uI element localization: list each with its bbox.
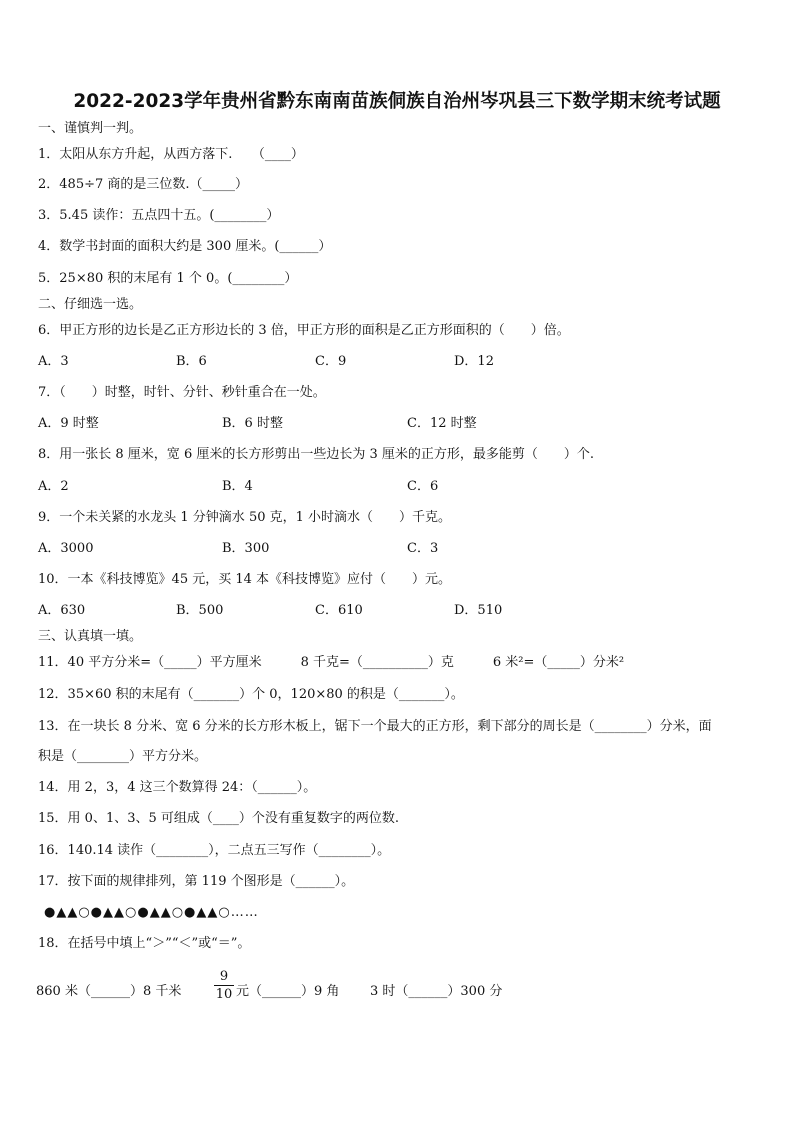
q7-option-c: C．12 时整 [407, 416, 477, 431]
question-2: 2．485÷7 商的是三位数.（_____） [38, 177, 249, 192]
q9-option-c: C．3 [407, 541, 439, 556]
q9-option-b: B．300 [222, 541, 270, 556]
q18-compare-a: 860 米（______）8 千米 [36, 984, 182, 999]
q7-option-b: B．6 时整 [222, 416, 283, 431]
q7-option-a: A．9 时整 [38, 416, 99, 431]
q10-option-d: D．510 [454, 603, 503, 618]
question-9: 9．一个未关紧的水龙头 1 分钟滴水 50 克，1 小时滴水（ ）千克。 [38, 510, 452, 525]
q17-shape-pattern: ●▲▲○●▲▲○●▲▲○●▲▲○…… [44, 905, 259, 920]
question-1: 1．太阳从东方升起，从西方落下. （____） [38, 147, 304, 162]
question-14: 14．用 2，3，4 这三个数算得 24：（______）。 [38, 780, 317, 795]
question-11: 11．40 平方分米=（_____）平方厘米 8 千克=（__________）克 6 米²=（_____）分米² [38, 655, 625, 670]
section-heading-3: 三、认真填一填。 [38, 629, 143, 644]
fraction-denominator: 10 [215, 987, 233, 1002]
q8-option-c: C．6 [407, 479, 439, 494]
question-7: 7．（ ）时整，时针、分针、秒针重合在一处。 [38, 385, 326, 400]
q10-option-c: C．610 [315, 603, 363, 618]
question-15: 15．用 0、1、3、5 可组成（____）个没有重复数字的两位数. [38, 811, 400, 826]
question-3: 3．5.45 读作：五点四十五。(________） [38, 208, 280, 223]
q8-option-a: A．2 [38, 479, 69, 494]
section-heading-1: 一、谨慎判一判。 [38, 121, 143, 136]
q6-option-d: D．12 [454, 354, 494, 369]
q10-option-b: B．500 [176, 603, 224, 618]
q18-compare-c: 3 时（______）300 分 [370, 984, 503, 999]
question-10: 10．一本《科技博览》45 元，买 14 本《科技博览》应付（ ）元。 [38, 572, 452, 587]
question-13-line-1: 13．在一块长 8 分米、宽 6 分米的长方形木板上，锯下一个最大的正方形，剩下部分的周长是（________）分米，面 [38, 719, 712, 734]
q10-option-a: A．630 [38, 603, 86, 618]
q18-compare-b: 元（______）9 角 [236, 984, 340, 999]
question-5: 5．25×80 积的末尾有 1 个 0。(________） [38, 271, 298, 286]
question-16: 16．140.14 读作（________），二点五三写作（________）。 [38, 843, 391, 858]
q6-option-c: C．9 [315, 354, 347, 369]
question-12: 12．35×60 积的末尾有（_______）个 0，120×80 的积是（_______）。 [38, 687, 464, 702]
q6-option-b: B．6 [176, 354, 207, 369]
q18-fraction [214, 969, 234, 1002]
question-4: 4．数学书封面的面积大约是 300 厘米。(______） [38, 239, 332, 254]
q6-option-a: A．3 [38, 354, 69, 369]
question-13-line-2: 积是（________）平方分米。 [38, 749, 208, 764]
page-title: 2022-2023学年贵州省黔东南南苗族侗族自治州岑巩县三下数学期末统考试题 [73, 91, 721, 112]
question-8: 8．用一张长 8 厘米，宽 6 厘米的长方形剪出一些边长为 3 厘米的正方形，最多能剪（ ）个. [38, 447, 595, 462]
section-heading-2: 二、仔细选一选。 [38, 297, 143, 312]
q9-option-a: A．3000 [38, 541, 94, 556]
fraction-numerator: 9 [214, 969, 234, 986]
question-18: 18．在括号中填上“＞”“＜”或“＝”。 [38, 936, 251, 951]
question-6: 6．甲正方形的边长是乙正方形边长的 3 倍，甲正方形的面积是乙正方形面积的（ ）倍。 [38, 323, 570, 338]
q8-option-b: B．4 [222, 479, 253, 494]
question-17: 17．按下面的规律排列，第 119 个图形是（______）。 [38, 874, 355, 889]
